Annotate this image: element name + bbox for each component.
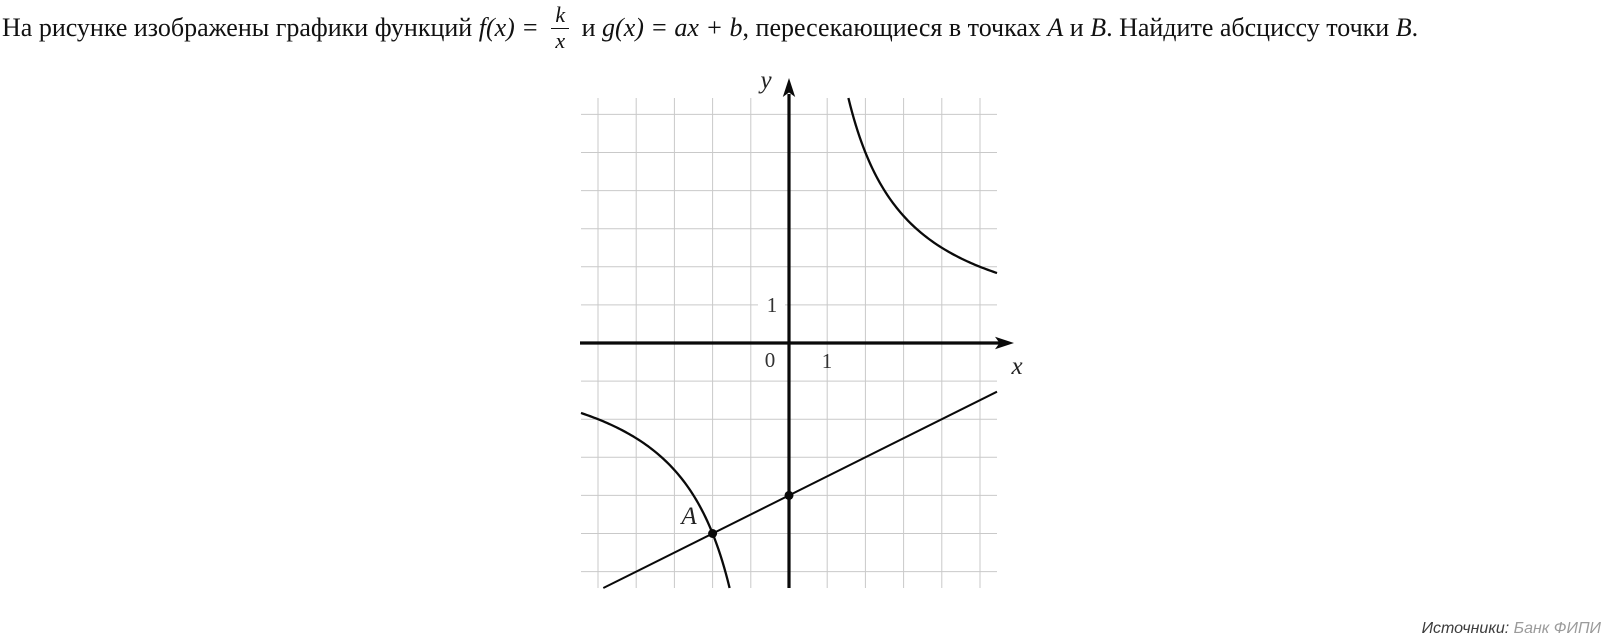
origin-label: 0 <box>764 348 776 372</box>
point-a-label: A <box>681 503 697 530</box>
source-prefix: Источники: <box>1421 620 1514 637</box>
y-tick-label: 1 <box>766 293 778 317</box>
g-expression: g(x) = ax + b <box>602 13 743 42</box>
problem-text-1: На рисунке изображены графики функций <box>2 13 479 42</box>
hyperbola-upper-branch <box>848 98 997 273</box>
problem-text-2: и <box>575 13 603 42</box>
source-attribution <box>1413 602 1601 638</box>
source-name: Банк ФИПИ <box>1513 620 1601 637</box>
fraction-numerator: k <box>551 4 569 29</box>
problem-text-4: и <box>1063 13 1091 42</box>
point-b-reference: B <box>1090 13 1107 42</box>
point-a-reference: A <box>1047 13 1064 42</box>
graph-svg <box>540 60 1040 605</box>
y-intercept-dot <box>785 491 794 500</box>
problem-statement <box>2 0 1418 56</box>
x-tick-label: 1 <box>821 349 833 373</box>
problem-text-3: , пересекающиеся в точках <box>742 13 1048 42</box>
y-axis-label: y <box>760 67 772 94</box>
linear-function-line <box>603 392 997 588</box>
fraction-denominator: x <box>555 28 566 53</box>
axes-layer <box>580 78 1014 588</box>
problem-text-6: . <box>1411 13 1419 42</box>
f-expression-lhs: f(x) = <box>478 13 546 42</box>
graph-figure <box>540 60 1040 605</box>
point-a-dot <box>708 529 717 538</box>
point-b-reference-2: B <box>1395 13 1412 42</box>
fraction-k-over-x <box>551 1 569 53</box>
problem-text-5: . Найдите абсциссу точки <box>1106 13 1396 42</box>
x-axis-label: x <box>1011 353 1023 380</box>
